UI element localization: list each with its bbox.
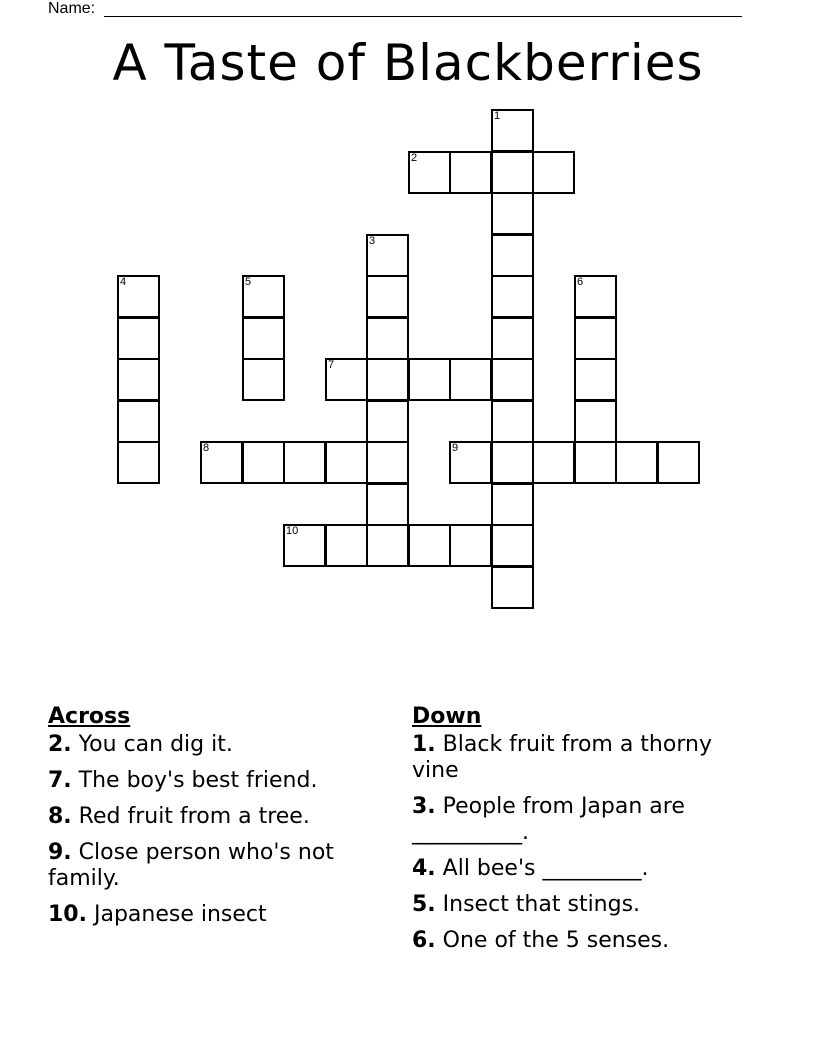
crossword-cell[interactable] [366,441,409,484]
crossword-cell[interactable] [449,358,492,401]
crossword-cell[interactable] [408,358,451,401]
crossword-cell[interactable] [491,151,534,194]
clue-number: 8. [48,804,72,829]
across-heading: Across [48,704,131,729]
down-clue [412,928,752,954]
clue-number-label: 6 [577,276,584,288]
clue-number-label: 10 [286,525,299,537]
clue-text: You can dig it. [71,732,233,757]
crossword-cell[interactable] [325,524,368,567]
crossword-cell[interactable] [491,234,534,277]
crossword-cell[interactable] [574,317,617,360]
clue-number: 4. [412,856,436,881]
crossword-cell[interactable] [491,441,534,484]
crossword-cell[interactable] [408,151,451,194]
crossword-cell[interactable] [117,400,160,443]
crossword-cell[interactable] [242,275,285,318]
crossword-cell[interactable] [408,524,451,567]
crossword-cell[interactable] [449,441,492,484]
crossword-cell[interactable] [366,234,409,277]
crossword-cell[interactable] [532,441,575,484]
clue-number-label: 7 [328,359,335,371]
crossword-cell[interactable] [532,151,575,194]
down-clues [412,702,752,964]
down-clue [412,794,752,846]
crossword-cell[interactable] [242,441,285,484]
clue-text: Insect that stings. [435,892,641,917]
clue-text: Red fruit from a tree. [71,804,310,829]
clue-text: People from Japan are __________. [412,794,685,845]
clue-text: Japanese insect [86,902,267,927]
crossword-cell[interactable] [449,151,492,194]
crossword-cell[interactable] [491,192,534,235]
clue-number-label: 3 [369,235,376,247]
crossword-cell[interactable] [615,441,658,484]
crossword-cell[interactable] [117,441,160,484]
name-label: Name: [48,0,96,17]
crossword-cell[interactable] [366,317,409,360]
crossword-cell[interactable] [283,524,326,567]
crossword-cell[interactable] [657,441,700,484]
crossword-cell[interactable] [366,400,409,443]
clue-number: 9. [48,840,72,865]
clue-number-label: 8 [203,442,210,454]
across-clues [48,702,378,938]
crossword-cell[interactable] [491,317,534,360]
crossword-cell[interactable] [325,358,368,401]
across-clue [48,902,378,928]
crossword-cell[interactable] [117,275,160,318]
crossword-cell[interactable] [574,358,617,401]
crossword-cell[interactable] [491,566,534,609]
across-clue [48,768,378,794]
clue-text: Close person who's not family. [48,840,334,891]
clue-number: 10. [48,902,87,927]
clue-number-label: 2 [411,152,418,164]
clue-number: 2. [48,732,72,757]
crossword-cell[interactable] [325,441,368,484]
crossword-cell[interactable] [117,317,160,360]
crossword-cell[interactable] [242,317,285,360]
clue-number-label: 5 [245,276,252,288]
down-heading: Down [412,704,482,729]
crossword-cell[interactable] [449,524,492,567]
crossword-cell[interactable] [242,358,285,401]
crossword-cell[interactable] [200,441,243,484]
crossword-cell[interactable] [491,524,534,567]
crossword-cell[interactable] [491,358,534,401]
crossword-cell[interactable] [117,358,160,401]
crossword-cell[interactable] [366,275,409,318]
clue-number-label: 9 [452,442,459,454]
crossword-cell[interactable] [491,400,534,443]
clue-text: All bee's _________. [435,856,649,881]
clue-number: 3. [412,794,436,819]
crossword-cell[interactable] [491,483,534,526]
crossword-cell[interactable] [574,400,617,443]
crossword-cell[interactable] [283,441,326,484]
clue-text: One of the 5 senses. [435,928,670,953]
crossword-cell[interactable] [366,358,409,401]
clue-number: 5. [412,892,436,917]
across-clue [48,732,378,758]
crossword-cell[interactable] [491,275,534,318]
clue-number-label: 1 [494,110,501,122]
down-clue [412,732,752,784]
clue-text: The boy's best friend. [71,768,318,793]
crossword-cell[interactable] [366,483,409,526]
clue-number: 6. [412,928,436,953]
crossword-cell[interactable] [491,109,534,152]
across-clue [48,804,378,830]
down-clue [412,892,752,918]
clue-text: Black fruit from a thorny vine [412,732,712,783]
crossword-cell[interactable] [574,275,617,318]
across-clue [48,840,378,892]
crossword-cell[interactable] [574,441,617,484]
page-title: A Taste of Blackberries [112,34,704,92]
clue-number-label: 4 [120,276,127,288]
clue-number: 7. [48,768,72,793]
crossword-cell[interactable] [366,524,409,567]
clue-number: 1. [412,732,436,757]
down-clue [412,856,752,882]
